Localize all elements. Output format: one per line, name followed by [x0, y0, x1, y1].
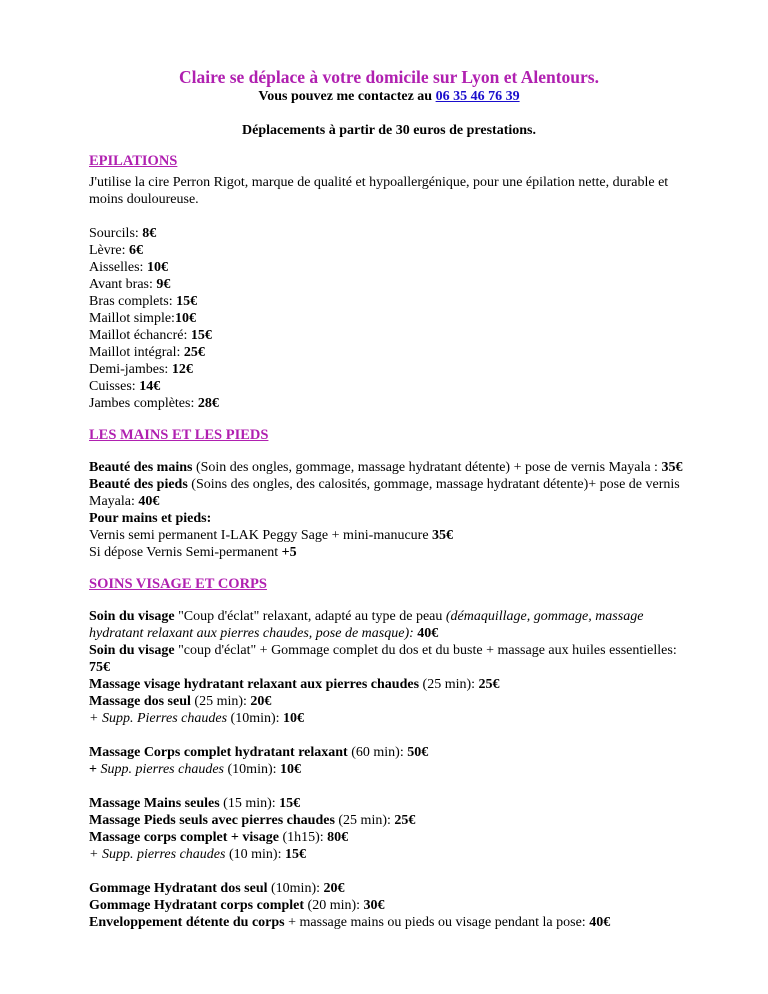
service-desc: (10min): [227, 711, 284, 726]
depose [89, 544, 689, 561]
section-heading-soins: SOINS VISAGE ET CORPS [89, 576, 267, 592]
service-desc: Si dépose Vernis Semi-permanent [89, 545, 282, 560]
service-price: 40€ [589, 915, 611, 930]
service-desc: (10min): [224, 762, 281, 777]
service-price: 50€ [407, 745, 429, 760]
list-item [89, 259, 689, 276]
item-label: Bras complets: [89, 294, 177, 309]
both-title [89, 510, 689, 527]
enveloppement [89, 914, 689, 931]
beaute-mains [89, 459, 689, 476]
service-title: Massage dos seul [89, 694, 191, 709]
service-price: 40€ [417, 626, 439, 641]
section-heading-epilations: EPILATIONS [89, 153, 178, 169]
service-price: 80€ [327, 830, 349, 845]
item-price: 9€ [156, 277, 171, 292]
item-label: Avant bras: [89, 277, 157, 292]
service-price: 15€ [279, 796, 301, 811]
list-item [89, 310, 689, 327]
service-desc: "coup d'éclat" + Gommage complet du dos et du buste + massage aux huiles essentielles: [174, 643, 677, 658]
list-item [89, 242, 689, 259]
item-label: Jambes complètes: [89, 396, 198, 411]
service-price: 75€ [89, 660, 110, 675]
service-desc: (25 min): [190, 694, 251, 709]
service-desc: (15 min): [219, 796, 280, 811]
item-label: Maillot intégral: [89, 345, 184, 360]
service-desc: (Soins des ongles, des calosités, gommage, massage hydratant détente)+ pose de vernis Mayala: [89, 477, 680, 509]
service-desc: (1h15): [278, 830, 328, 845]
item-label: Sourcils: [89, 226, 143, 241]
page-title: Claire se déplace à votre domicile sur Lyon et Alentours. [179, 67, 599, 87]
item-price: 10€ [146, 260, 168, 275]
item-label: Aisselles: [89, 260, 147, 275]
service-detail: (démaquillage, gommage, massage hydratant relaxant aux pierres chaudes, pose de masque): [89, 609, 644, 641]
service-title: Beauté des pieds [89, 477, 188, 492]
document-content [89, 66, 689, 931]
service-desc: (10 min): [225, 847, 285, 862]
service-price: 15€ [284, 847, 306, 862]
service-title: Massage Corps complet hydratant relaxant [89, 745, 348, 760]
list-item [89, 327, 689, 344]
massage-dos [89, 693, 689, 710]
supp-pierres-2 [89, 761, 689, 778]
service-price: 10€ [283, 711, 305, 726]
massage-visage [89, 676, 689, 693]
list-item [89, 378, 689, 395]
service-title: Gommage Hydratant corps complet [89, 898, 305, 913]
list-item [89, 344, 689, 361]
service-price: 40€ [138, 494, 160, 509]
service-desc: Vernis semi permanent I-LAK Peggy Sage + mini-manucure [89, 528, 433, 543]
item-label: Maillot simple: [89, 311, 175, 326]
item-price: 15€ [190, 328, 212, 343]
service-detail: + Supp. Pierres chaudes [89, 711, 228, 726]
item-price: 15€ [176, 294, 198, 309]
service-price: 10€ [280, 762, 302, 777]
soin-visage-1 [89, 608, 689, 642]
list-item [89, 276, 689, 293]
contact-line [89, 88, 689, 105]
service-title: Massage visage hydratant relaxant aux pierres chaudes [89, 677, 420, 692]
service-desc: (25 min): [334, 813, 395, 828]
service-desc: (10min): [267, 881, 324, 896]
contact-prefix: Vous pouvez me contactez au [258, 89, 436, 104]
service-price: 20€ [250, 694, 272, 709]
service-desc: (60 min): [347, 745, 408, 760]
service-title: Massage Mains seules [89, 796, 220, 811]
service-price: 25€ [478, 677, 500, 692]
massage-mains [89, 795, 689, 812]
service-title: Enveloppement détente du corps [89, 915, 285, 930]
massage-corps [89, 744, 689, 761]
service-title: Massage Pieds seuls avec pierres chaudes [89, 813, 335, 828]
epilations-list [89, 225, 689, 412]
service-detail: + Supp. pierres chaudes [89, 847, 226, 862]
item-price: 10€ [174, 311, 196, 326]
service-title: Gommage Hydratant dos seul [89, 881, 268, 896]
phone-link[interactable]: 06 35 46 76 39 [435, 89, 520, 104]
item-price: 6€ [129, 243, 144, 258]
service-title: Beauté des mains [89, 460, 193, 475]
supp-pierres-3 [89, 846, 689, 863]
semi-permanent [89, 527, 689, 544]
service-title: Massage corps complet + visage [89, 830, 279, 845]
service-desc: (Soin des ongles, gommage, massage hydratant détente) + pose de vernis Mayala : [192, 460, 662, 475]
list-item [89, 225, 689, 242]
beaute-pieds [89, 476, 689, 510]
service-price: +5 [281, 545, 297, 560]
service-desc: "Coup d'éclat" relaxant, adapté au type de peau [174, 609, 446, 624]
item-price: 12€ [171, 362, 193, 377]
massage-pieds [89, 812, 689, 829]
list-item [89, 395, 689, 412]
item-price: 28€ [197, 396, 219, 411]
item-label: Lèvre: [89, 243, 130, 258]
service-price: 20€ [323, 881, 345, 896]
service-desc: (25 min): [419, 677, 479, 692]
list-item [89, 293, 689, 310]
massage-corps-visage [89, 829, 689, 846]
item-label: Cuisses: [89, 379, 140, 394]
item-price: 8€ [142, 226, 157, 241]
service-price: 35€ [661, 460, 683, 475]
item-label: Maillot échancré: [89, 328, 191, 343]
service-title: Soin du visage [89, 643, 175, 658]
item-price: 25€ [183, 345, 205, 360]
soin-visage-2 [89, 642, 689, 676]
service-price: 25€ [394, 813, 416, 828]
epilations-intro: J'utilise la cire Perron Rigot, marque de qualité et hypoallergénique, pour une épilation nette, durable et moins douloureuse. [89, 175, 669, 207]
service-desc: (20 min): [304, 898, 364, 913]
section-heading-mains-pieds: LES MAINS ET LES PIEDS [89, 427, 269, 443]
service-detail: Supp. pierres chaudes [96, 762, 225, 777]
service-price: 30€ [363, 898, 385, 913]
service-desc: + massage mains ou pieds ou visage pendant la pose: [284, 915, 590, 930]
service-title: Pour mains et pieds: [89, 511, 212, 526]
travel-note: Déplacements à partir de 30 euros de prestations. [242, 123, 536, 138]
service-title: Soin du visage [89, 609, 175, 624]
item-price: 14€ [139, 379, 161, 394]
gommage-dos [89, 880, 689, 897]
gommage-corps [89, 897, 689, 914]
plus-sign: + [89, 762, 97, 777]
list-item [89, 361, 689, 378]
item-label: Demi-jambes: [89, 362, 172, 377]
supp-pierres-1 [89, 710, 689, 727]
service-price: 35€ [432, 528, 454, 543]
